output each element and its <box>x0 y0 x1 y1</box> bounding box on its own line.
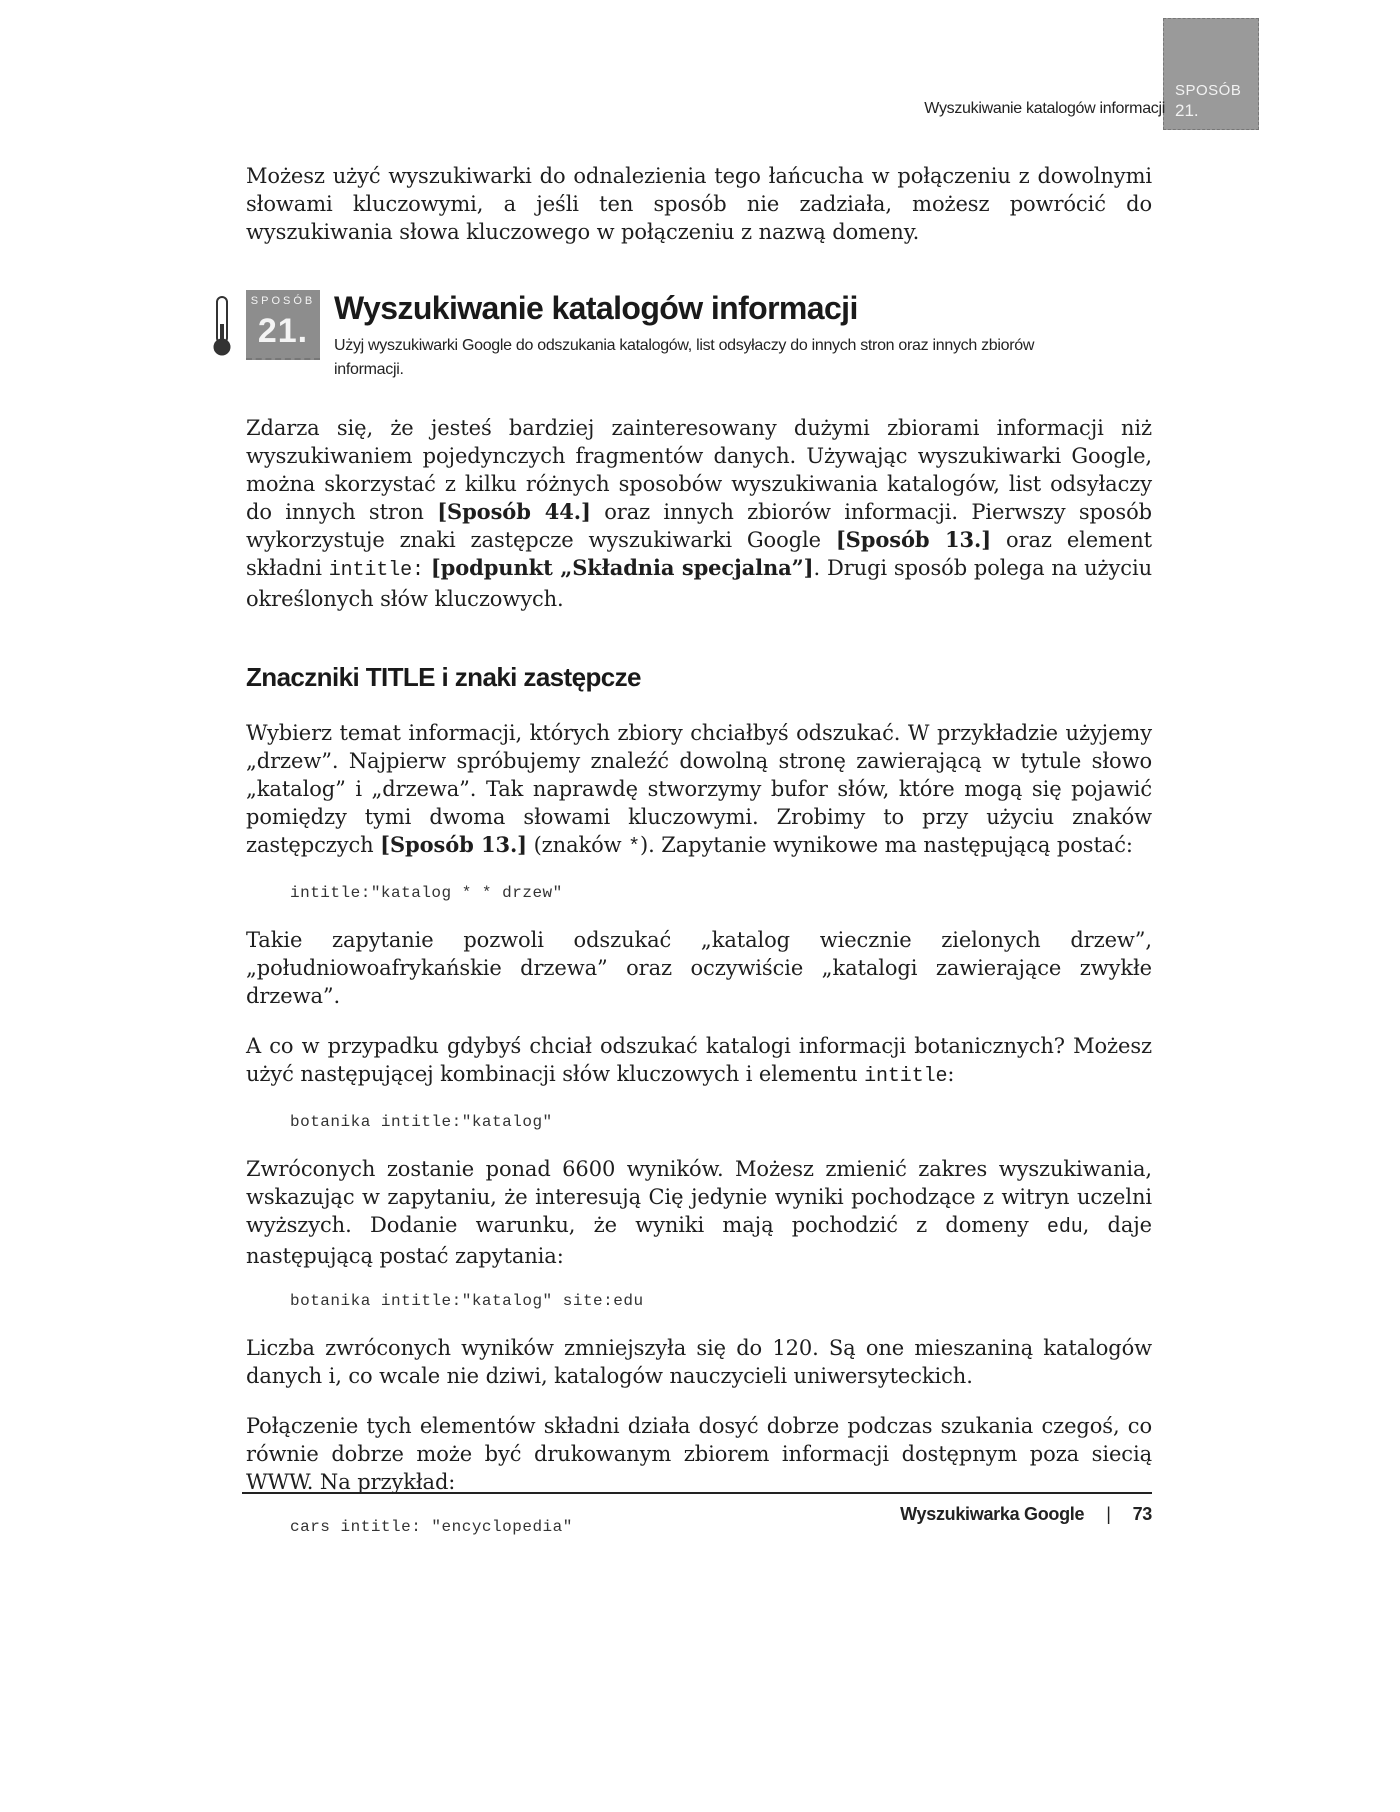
thermometer-icon <box>212 296 232 358</box>
page-footer <box>900 1504 1152 1525</box>
text: . Drugi sposób polega na użyciu określonych słów kluczowych. <box>246 556 1152 611</box>
intro-paragraph: Możesz użyć wyszukiwarki do odnalezienia tego łańcucha w połączeniu z dowolnymi słowami kluczowymi, a jeśli ten sposób nie zadziała, możesz powrócić do wyszukiwania słowa kluczowego w połączeniu z nazwą domeny. <box>246 164 1152 244</box>
paragraph-6: Liczba zwróconych wyników zmniejszyła się do 120. Są one mieszaniną katalogów danych i, co wcale nie dziwi, katalogów nauczycieli uniwersyteckich. <box>246 1336 1152 1388</box>
hack-subtitle: Użyj wyszukiwarki Google do odszukania katalogów, list odsyłaczy do innych stron oraz innych zbiorów informacji. <box>334 337 1035 378</box>
footer-rule <box>242 1492 1152 1494</box>
text: A co w przypadku gdybyś chciał odszukać katalogi informacji botanicznych? Możesz użyć następującej kombinacji słów kluczowych i elementu <box>246 1034 1152 1086</box>
text: ). Zapytanie wynikowe ma następującą postać: <box>640 833 1133 857</box>
text: oraz element składni <box>246 528 1152 580</box>
code-example-1: intitle:"katalog * * drzew" <box>290 884 563 902</box>
inline-code: edu <box>1046 1216 1083 1239</box>
page-number: 73 <box>1132 1504 1152 1524</box>
cross-reference: [Sposób 13.] <box>835 527 992 552</box>
inline-code: intitle: <box>328 559 424 582</box>
text: Wybierz temat informacji, których zbiory chciałbyś odszukać. W przykładzie użyjemy „drzew”. Najpierw spróbujemy znaleźć dowolną stronę zawierającą w tytule słowo „katalog” i „drzewa”. Tak naprawdę stworzymy bufor słów, które mogą się pojawić pomiędzy tymi dwoma słowami kluczowymi. Zrobimy to przy użyciu znaków zastępczych <box>246 721 1152 857</box>
chapter-tab <box>1163 18 1259 130</box>
cross-reference: [Sposób 44.] <box>437 499 591 524</box>
paragraph-1 <box>246 414 1152 613</box>
chapter-tab-number: 21. <box>1175 101 1199 120</box>
page-content <box>246 162 1152 1538</box>
code-example-4: cars intitle: "encyclopedia" <box>290 1518 573 1536</box>
text: Zwróconych zostanie ponad 6600 wyników. Możesz zmienić zakres wyszukiwania, wskazując w zapytaniu, że interesują Cię jedynie wyniki pochodzące z witryn uczelni wyższych. Dodanie warunku, że wyniki mają pochodzić z domeny <box>246 1157 1152 1237</box>
text: oraz innych zbiorów informacji. Pierwszy sposób wykorzystuje znaki zastępcze wyszukiwarki Google <box>246 500 1152 552</box>
inline-code: intitle <box>864 1065 948 1088</box>
text: (znaków <box>527 833 629 857</box>
text: , daje następującą postać zapytania: <box>246 1213 1153 1268</box>
inline-code: * <box>628 836 641 859</box>
chapter-tab-label: SPOSÓB <box>1175 82 1242 99</box>
hack-block <box>246 288 1152 418</box>
paragraph-4 <box>246 1032 1152 1091</box>
paragraph-7: Połączenie tych elementów składni działa dosyć dobrze podczas szukania czegoś, co równie dobrze może być drukowanym zbiorem informacji dostępnym poza siecią WWW. Na przykład: <box>246 1414 1152 1494</box>
text: : <box>947 1062 955 1086</box>
text <box>424 556 431 580</box>
cross-reference: [podpunkt „Składnia specjalna”] <box>430 555 814 580</box>
code-example-3: botanika intitle:"katalog" site:edu <box>290 1292 644 1310</box>
footer-book-title: Wyszukiwarka Google <box>900 1504 1085 1524</box>
section-heading: Znaczniki TITLE i znaki zastępcze <box>246 662 641 692</box>
hack-title: Wyszukiwanie katalogów informacji <box>334 290 858 326</box>
footer-separator: | <box>1106 1504 1111 1524</box>
code-example-2: botanika intitle:"katalog" <box>290 1113 553 1131</box>
hack-badge <box>246 290 320 360</box>
hack-badge-number: 21. <box>257 312 309 350</box>
running-header: Wyszukiwanie katalogów informacji <box>924 100 1165 117</box>
paragraph-3: Takie zapytanie pozwoli odszukać „katalog wiecznie zielonych drzew”, „południowoafrykańskie drzewa” oraz oczywiście „katalogi zawierające zwykłe drzewa”. <box>246 928 1152 1008</box>
paragraph-2 <box>246 719 1152 862</box>
hack-badge-label: SPOSÓB <box>250 295 316 307</box>
paragraph-5 <box>246 1155 1152 1270</box>
cross-reference: [Sposób 13.] <box>380 832 528 857</box>
text: Zdarza się, że jesteś bardziej zainteresowany dużymi zbiorami informacji niż wyszukiwaniem pojedynczych fragmentów danych. Używając wyszukiwarki Google, można skorzystać z kilku różnych sposobów wyszukiwania katalogów, list odsyłaczy do innych stron <box>246 416 1152 524</box>
